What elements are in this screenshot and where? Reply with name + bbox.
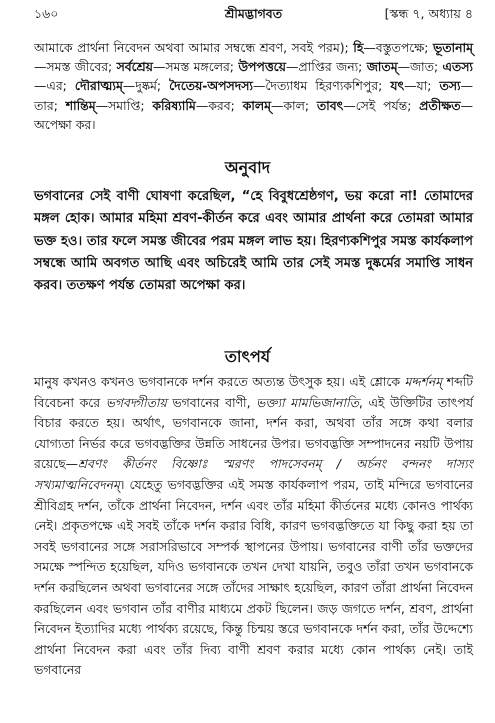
term-meaning: —সমস্ত জীবের; (34, 59, 117, 75)
running-header (34, 6, 473, 26)
word-for-word-synonyms (34, 38, 473, 134)
sanskrit-term: হি (353, 40, 364, 55)
purport-text: শব্দটি বিবেচনা করে (34, 374, 473, 410)
term-meaning: —জাত; (397, 59, 443, 75)
purport-text: , এই উক্তিটির তাৎপর্য বিচার করতে হয়। অর্থাৎ, ভগবানকে জানা, দর্শন করা, অথবা তাঁর সঙ্গে কথা বলার যোগ্যতা নির্ভর করে ভগবদ্ভক্তির উন্নতি সাধনের উপর। ভগবদ্ভক্তি সম্পাদনের নয়টি উপায় রয়েছে— (34, 394, 473, 472)
sanskrit-term: এতস্য (442, 59, 473, 75)
quoted-verse: শ্রবণং কীর্তনং বিষ্ণোঃ স্মরণং পাদসেবনম্ / অর্চনং বন্দনং দাস্যং সখ্যমাত্মনিবেদনম্ (34, 456, 473, 492)
term-meaning: —এর; (34, 78, 75, 94)
term-meaning: —সমস্ত মঙ্গলের; (152, 59, 239, 75)
sanskrit-term: দৌরাত্ম্যম্ (74, 78, 123, 94)
sanskrit-term: যৎ (390, 78, 405, 94)
sanskrit-term: শান্তিম্ (65, 97, 96, 113)
sanskrit-term: করিষ্যামি (152, 97, 196, 113)
term-meaning: —করব; (195, 97, 243, 113)
quoted-verse: ভক্ত্যা মামভিজানাতি (256, 394, 359, 410)
purport-paragraph (34, 372, 473, 681)
purport-heading: তাৎপর্য (224, 347, 271, 366)
term-meaning: আমাকে প্রার্থনা নিবেদন অথবা আমার সম্বন্ধে শ্রবণ, সবই পরম); (34, 40, 354, 55)
purport-text: মানুষ কখনও কখনও ভগবানকে দর্শন করতে অত্যন্ত উৎসুক হয়। এই শ্লোকে (34, 374, 405, 389)
purport-text: । যেহেতু ভগবদ্ভক্তির এই সমস্ত কার্যকলাপ পরম, তাই মন্দিরে ভগবানের শ্রীবিগ্রহ দর্শন, তাঁকে প্রার্থনা নিবেদন, দর্শন এবং তাঁর মহিমা কীর্তনের মধ্যে কোনও পার্থক্য নেই। প্রকৃতপক্ষে এই সবই তাঁকে দর্শন করার বিধি, কারণ ভগবদ্ভক্তিতে যা কিছু করা হয় তা সবই ভগবানের সঙ্গে সরাসরিভাবে সম্পর্ক স্থাপনের উপায়। ভগবানের বাণী তাঁর ভক্তদের সমক্ষে স্পন্দিত হয়েছিল, যদিও ভগবানকে তখন দেখা যায়নি, তবুও তাঁরা তখন ভগবানকে দর্শন করছিলেন অথবা ভগবানের সঙ্গে তাঁদের সাক্ষাৎ হয়েছিল, কারণ তাঁরা প্রার্থনা নিবেদন করছিলেন এবং ভগবান তাঁর বাণীর মাধ্যমে প্রকট ছিলেন। জড় জগতে দর্শন, শ্রবণ, প্রার্থনা নিবেদন ইত্যাদির মধ্যে পার্থক্য রয়েছে, কিন্তু চিন্ময় স্তরে ভগবানকে দর্শন করা, তাঁর উদ্দেশ্যে প্রার্থনা নিবেদন করা এবং তাঁর দিব্য বাণী শ্রবণ করার মধ্যে কোন পার্থক্য নেই। তাই ভগবানের (34, 476, 473, 678)
term-meaning: —যা; (404, 78, 440, 94)
term-meaning: —কাল; (270, 97, 317, 113)
term-meaning: —বস্তুতপক্ষে; (363, 40, 433, 55)
sanskrit-term: তস্য (439, 78, 461, 94)
sanskrit-term: কালম্ (242, 97, 271, 113)
term-meaning: —দৈত্যাধম হিরণ্যকশিপুর; (253, 78, 391, 94)
term-meaning: —প্রাপ্তির জন্য; (285, 59, 367, 75)
term-meaning: —দুষ্কর্ম; (122, 78, 170, 94)
sanskrit-term: প্রতীক্ষত (419, 97, 461, 113)
sanskrit-term: উপপত্তয়ে (238, 59, 286, 75)
term-meaning: —সমাপ্তি; (95, 97, 153, 113)
chapter-reference: [স্কন্ধ ৭, অধ্যায় ৪ (384, 6, 473, 21)
term-meaning: —তার; (34, 78, 473, 113)
sanskrit-term: তাবৎ (316, 97, 344, 113)
sanskrit-term: সর্বশ্রেয় (116, 59, 153, 75)
translation-heading: অনুবাদ (224, 158, 271, 177)
book-title: শ্রীমদ্ভাগবত (224, 6, 283, 21)
quoted-verse: ভগবদ্গীতায় (105, 394, 167, 410)
quoted-verse: মদ্দর্শনম্ (404, 374, 443, 389)
sanskrit-term: জাতম্ (366, 59, 398, 75)
translation-paragraph: ভগবানের সেই বাণী ঘোষণা করেছিল, “হে বিবুধশ্রেষ্ঠগণ, ভয় করো না! তোমাদের মঙ্গল হোক। আমার মহিমা শ্রবণ-কীর্তন করে এবং আমার প্রার্থনা করে তোমরা আমার ভক্ত হও। তার ফলে সমস্ত জীবের পরম মঙ্গল লাভ হয়। হিরণ্যকশিপুর সমস্ত কার্যকলাপ সম্বন্ধে আমি অবগত আছি এবং অচিরেই আমি তার সেই সমস্ত দুষ্কর্মের সমাপ্তি সাধন করব। ততক্ষণ পর্যন্ত তোমরা অপেক্ষা কর। (34, 189, 473, 294)
term-meaning: —অপেক্ষা কর। (34, 97, 473, 132)
page-number: ১৬০ (34, 6, 59, 21)
sanskrit-term: দৈতেয়-অপসদস্য (169, 78, 254, 94)
sanskrit-term: ভূতানাম্ (432, 40, 473, 55)
term-meaning: —সেই পর্যন্ত; (343, 97, 420, 113)
purport-text: ভগবানের বাণী, (166, 394, 257, 410)
